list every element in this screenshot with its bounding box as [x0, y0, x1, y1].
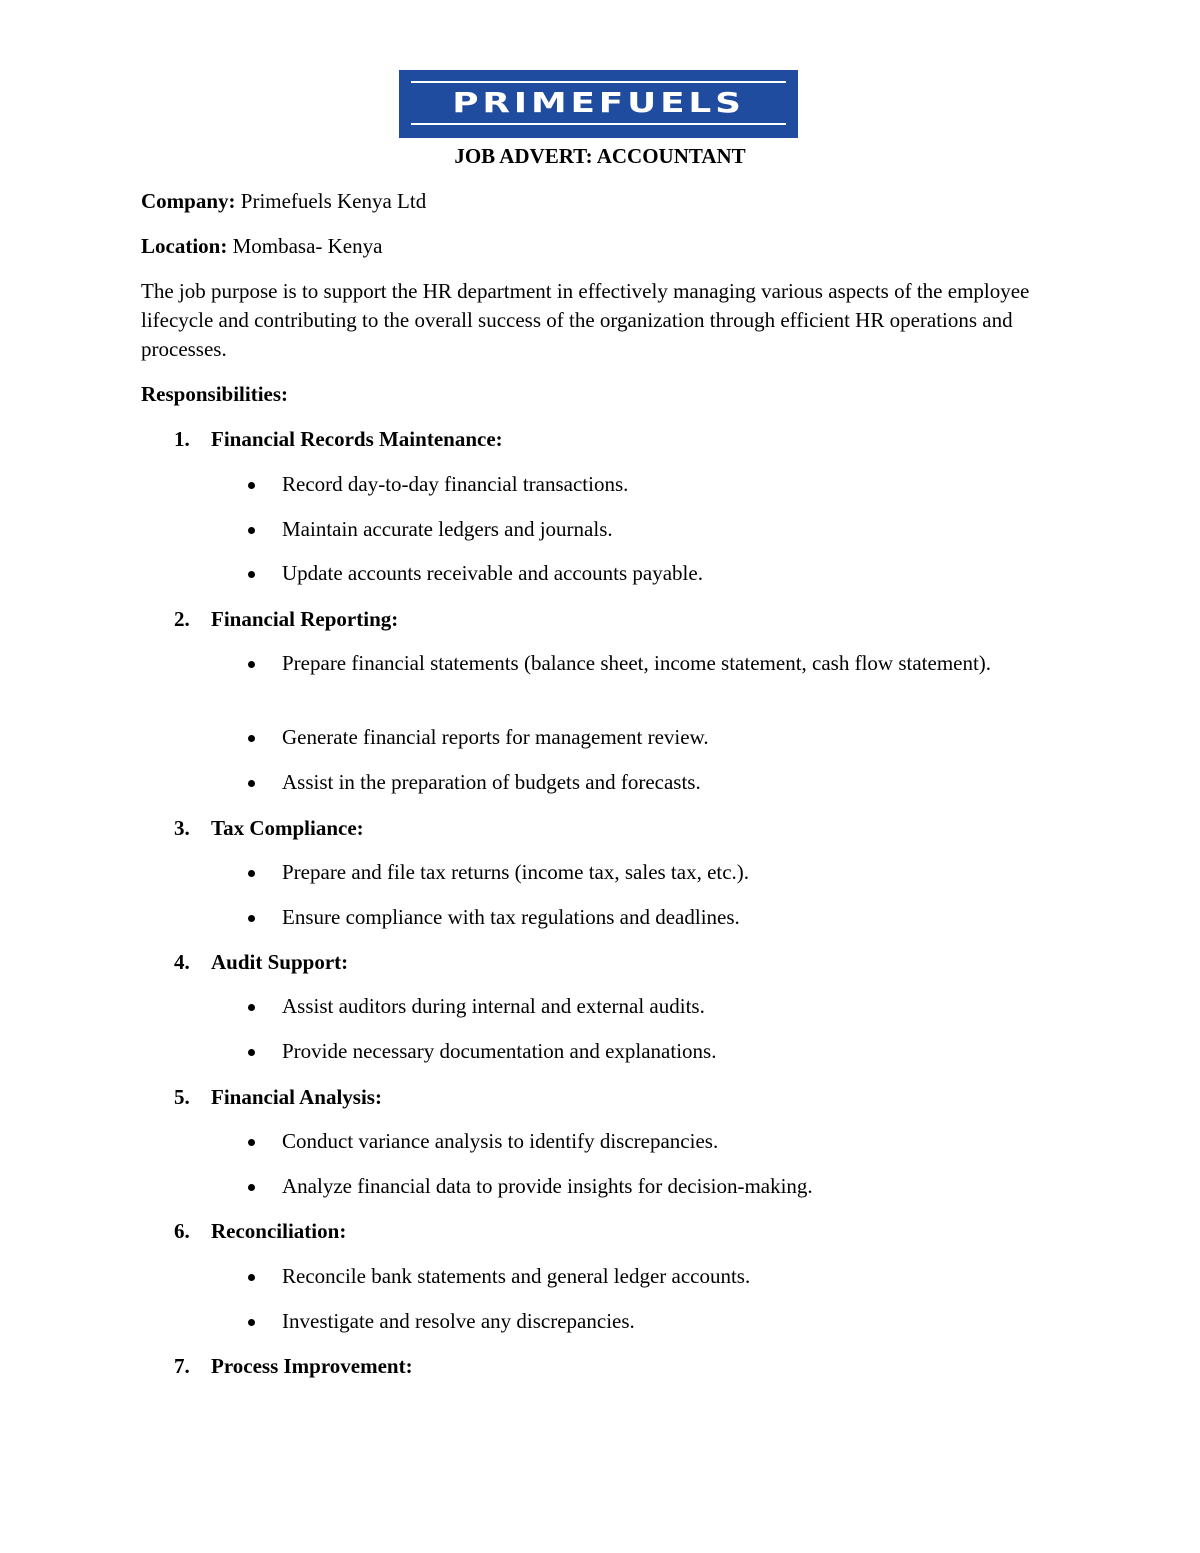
- section-title: Tax Compliance:: [211, 816, 364, 840]
- section-title: Financial Records Maintenance:: [211, 427, 503, 451]
- company-label: Company:: [141, 189, 236, 213]
- section-number: 2.: [174, 607, 190, 631]
- section-heading-tax-compliance: [174, 815, 364, 841]
- section-heading-reconciliation: [174, 1218, 346, 1244]
- list-item-text: Prepare financial statements (balance sheet, income statement, cash flow statement).: [282, 651, 992, 675]
- section-heading-financial-records: [174, 426, 503, 452]
- logo-bottom-rule: [411, 123, 786, 125]
- list-item: [245, 723, 1005, 752]
- list-item-text: Analyze financial data to provide insights for decision-making.: [282, 1174, 813, 1198]
- list-item: [245, 515, 1005, 544]
- list-item-text: Assist auditors during internal and external audits.: [282, 994, 705, 1018]
- section-title: Financial Reporting:: [211, 607, 399, 631]
- responsibilities-heading: Responsibilities:: [141, 382, 289, 406]
- primefuels-logo: [399, 70, 798, 138]
- section-number: 3.: [174, 816, 190, 840]
- location-value: Mombasa- Kenya: [232, 234, 383, 258]
- section-number: 5.: [174, 1085, 190, 1109]
- list-item-text: Assist in the preparation of budgets and forecasts.: [282, 770, 701, 794]
- section-number: 7.: [174, 1354, 190, 1378]
- list-item: [245, 649, 1005, 678]
- section-title: Reconciliation:: [211, 1219, 347, 1243]
- list-item-text: Prepare and file tax returns (income tax, sales tax, etc.).: [282, 860, 750, 884]
- list-item: [245, 858, 1005, 887]
- list-item-text: Update accounts receivable and accounts payable.: [282, 561, 703, 585]
- logo-wordmark: PRIMEFUELS: [452, 86, 745, 119]
- page-title: JOB ADVERT: ACCOUNTANT: [454, 144, 746, 168]
- section-number: 4.: [174, 950, 190, 974]
- section-heading-financial-reporting: [174, 606, 398, 632]
- location-line: [141, 233, 382, 259]
- section-title: Financial Analysis:: [211, 1085, 382, 1109]
- list-item-text: Provide necessary documentation and explanations.: [282, 1039, 717, 1063]
- list-item: [245, 768, 1005, 797]
- section-number: 6.: [174, 1219, 190, 1243]
- section-title: Process Improvement:: [211, 1354, 413, 1378]
- list-item: [245, 992, 1005, 1021]
- section-heading-audit-support: [174, 949, 348, 975]
- logo-top-rule: [411, 81, 786, 83]
- section-number: 1.: [174, 427, 190, 451]
- company-line: [141, 188, 426, 214]
- list-item-text: Generate financial reports for management review.: [282, 725, 709, 749]
- list-item: [245, 903, 1005, 932]
- list-item: [245, 559, 1005, 588]
- list-item-text: Record day-to-day financial transactions.: [282, 472, 629, 496]
- list-item: [245, 1127, 1005, 1156]
- section-heading-financial-analysis: [174, 1084, 382, 1110]
- list-item: [245, 470, 1005, 499]
- list-item-text: Conduct variance analysis to identify discrepancies.: [282, 1129, 719, 1153]
- location-label: Location:: [141, 234, 228, 258]
- section-heading-process-improvement: [174, 1353, 413, 1379]
- list-item-text: Reconcile bank statements and general ledger accounts.: [282, 1264, 751, 1288]
- list-item: [245, 1307, 1005, 1336]
- list-item: [245, 1172, 1005, 1201]
- job-purpose-paragraph: The job purpose is to support the HR department in effectively managing various aspects of the employee lifecycle and contributing to the overall success of the organization through efficient HR operations and processes.: [141, 279, 1030, 361]
- section-title: Audit Support:: [211, 950, 349, 974]
- list-item: [245, 1037, 1005, 1066]
- list-item: [245, 1262, 1005, 1291]
- list-item-text: Maintain accurate ledgers and journals.: [282, 517, 613, 541]
- company-value: Primefuels Kenya Ltd: [240, 189, 427, 213]
- list-item-text: Ensure compliance with tax regulations and deadlines.: [282, 905, 740, 929]
- list-item-text: Investigate and resolve any discrepancies.: [282, 1309, 635, 1333]
